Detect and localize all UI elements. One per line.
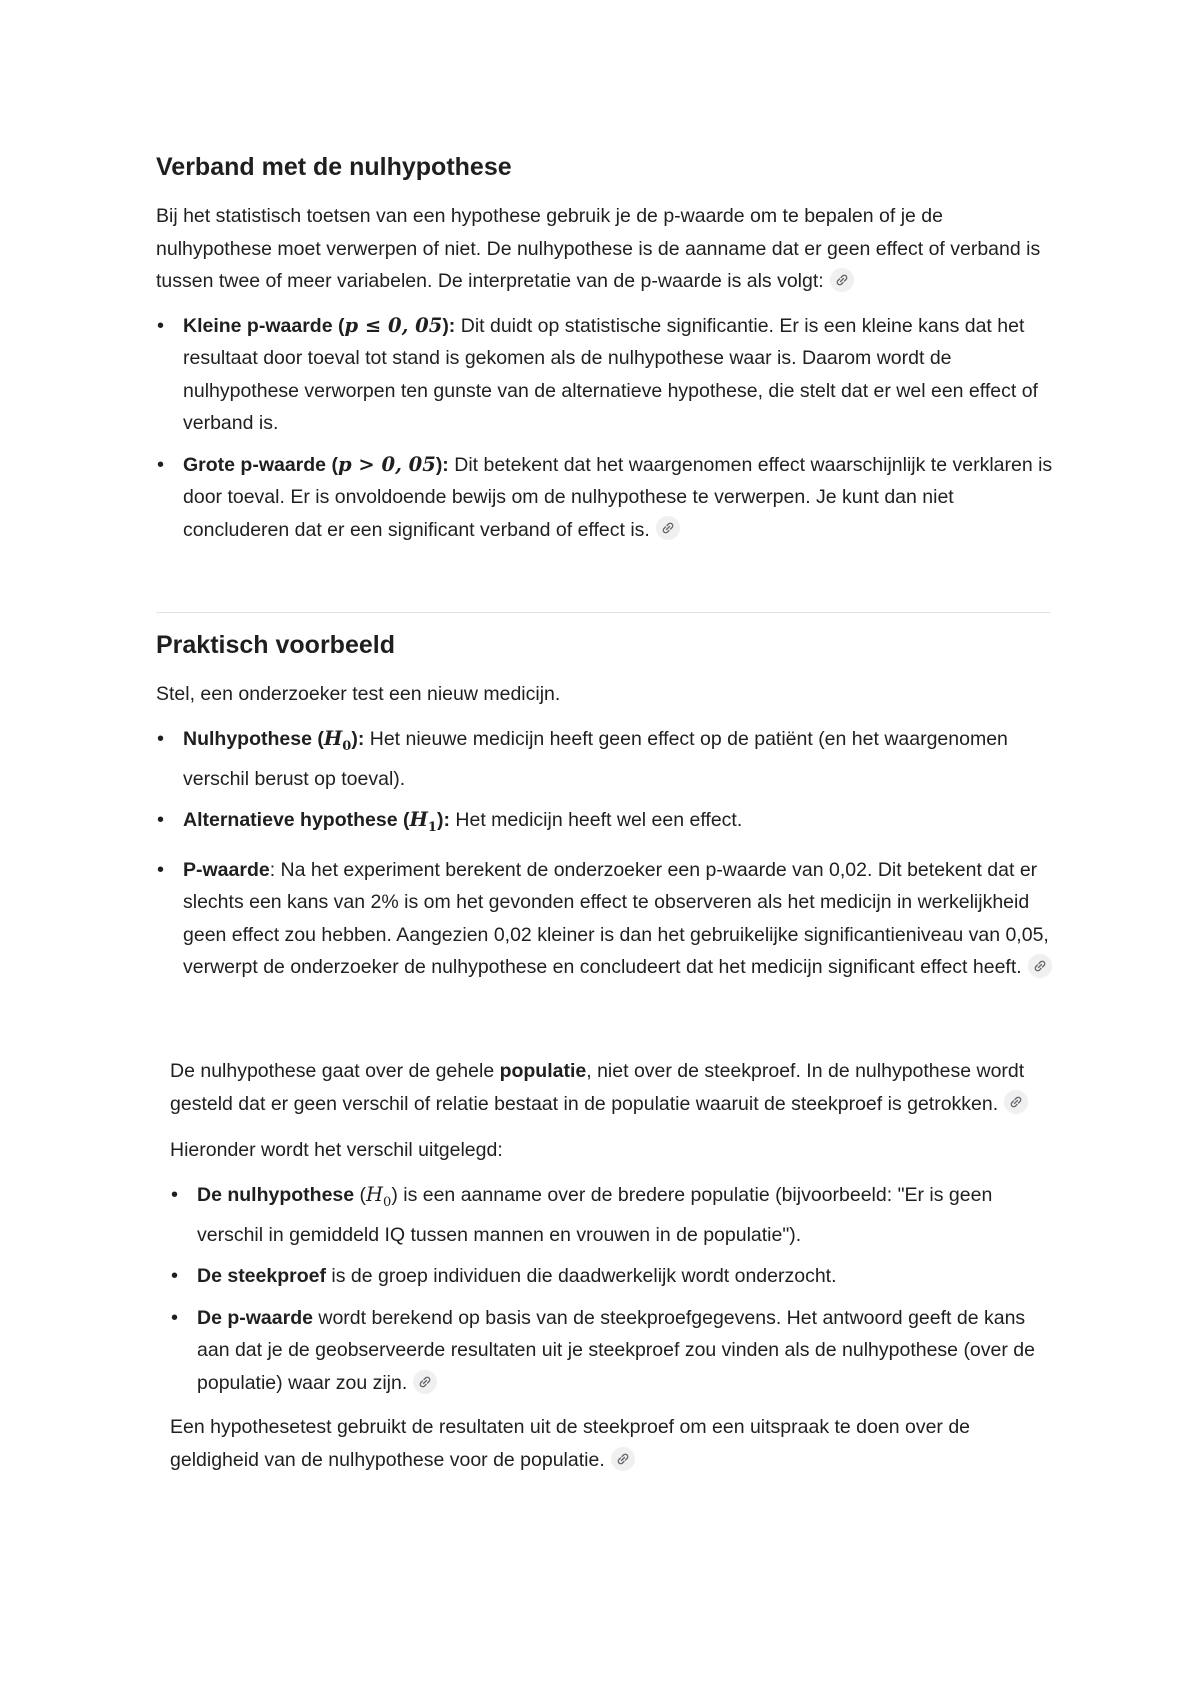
section-heading: Verband met de nulhypothese — [156, 153, 512, 181]
list-item: • P-waarde: Na het experiment berekent de onderzoeker een p-waarde van 0,02. Dit betekent dat er slechts een kans van 2% is om het gevonden effect te observeren als het medicijn in werkelijkheid geen effect zou hebben. Aangezien 0,02 kleiner is dan het gebruikelijke significantieniveau van 0,05, verwerpt de onderzoeker de nulhypothese en concludeert dat het medicijn significant effect heeft. — [156, 854, 1056, 984]
list-item: • Kleine p-waarde (p ≤ 0, 05): Dit duidt op statistische significantie. Er is een kleine kans dat het resultaat door toeval tot stand is gekomen als de nulhypothese waar is. Daarom wordt de nulhypothese verworpen ten gunste van de alternatieve hypothese, die stelt dat er wel een effect of verband is. — [156, 310, 1056, 440]
section-populatie — [170, 1055, 1050, 1476]
explanation-intro: Hieronder wordt het verschil uitgelegd: — [170, 1139, 503, 1161]
intro-paragraph: Stel, een onderzoeker test een nieuw medicijn. — [156, 683, 561, 705]
intro-paragraph: Bij het statistisch toetsen van een hypothese gebruik je de p-waarde om te bepalen of je de nulhypothese moet verwerpen of niet. De nulhypothese is de aanname dat er geen effect of verband is tussen twee of meer variabelen. De interpretatie van de p-waarde is als volgt: — [156, 205, 1041, 292]
list-item: • Alternatieve hypothese $(H_1)$: Het medicijn heeft wel een effect. — [156, 804, 1056, 844]
conclusion-paragraph: Een hypothesetest gebruikt de resultaten uit de steekproef om een uitspraak te doen over de geldigheid van de nulhypothese voor de populatie. — [170, 1416, 971, 1471]
section-divider — [156, 612, 1050, 613]
list-item: • De p-waarde wordt berekend op basis van de steekproefgegevens. Het antwoord geeft de kans aan dat je de geobserveerde resultaten uit je steekproef zou vinden als de nulhypothese (over de populatie) waar zou zijn. — [170, 1302, 1050, 1400]
p-value-list — [156, 310, 1056, 547]
list-item: • Nulhypothese $(H_0)$: Het nieuwe medicijn heeft geen effect op de patiënt (en het waargenomen verschil berust op toeval). — [156, 723, 1056, 796]
link-icon[interactable] — [656, 516, 680, 540]
example-list — [156, 723, 1056, 984]
difference-list — [170, 1179, 1050, 1400]
link-icon[interactable] — [413, 1370, 437, 1394]
section-praktisch-voorbeeld — [156, 630, 1056, 984]
list-item: • Grote p-waarde (p > 0, 05): Dit betekent dat het waargenomen effect waarschijnlijk te verklaren is door toeval. Er is onvoldoende bewijs om de nulhypothese te verwerpen. Je kunt dan niet concluderen dat er een significant verband of effect is. — [156, 449, 1056, 547]
populatie-paragraph: De nulhypothese gaat over de gehele populatie, niet over de steekproef. In de nulhypothese wordt gesteld dat er geen verschil of relatie bestaat in de populatie waaruit de steekproef is getrokken. — [170, 1055, 1050, 1120]
section-nulhypothese — [156, 152, 1056, 546]
link-icon[interactable] — [611, 1447, 635, 1471]
list-item: • De steekproef is de groep individuen die daadwerkelijk wordt onderzocht. — [170, 1260, 1050, 1293]
link-icon[interactable] — [830, 268, 854, 292]
link-icon[interactable] — [1028, 954, 1052, 978]
section-heading: Praktisch voorbeeld — [156, 631, 395, 659]
link-icon[interactable] — [1004, 1090, 1028, 1114]
list-item: • De nulhypothese $(H_0)$ is een aanname over de bredere populatie (bijvoorbeeld: "Er is geen verschil in gemiddeld IQ tussen mannen en vrouwen in de populatie"). — [170, 1179, 1050, 1252]
